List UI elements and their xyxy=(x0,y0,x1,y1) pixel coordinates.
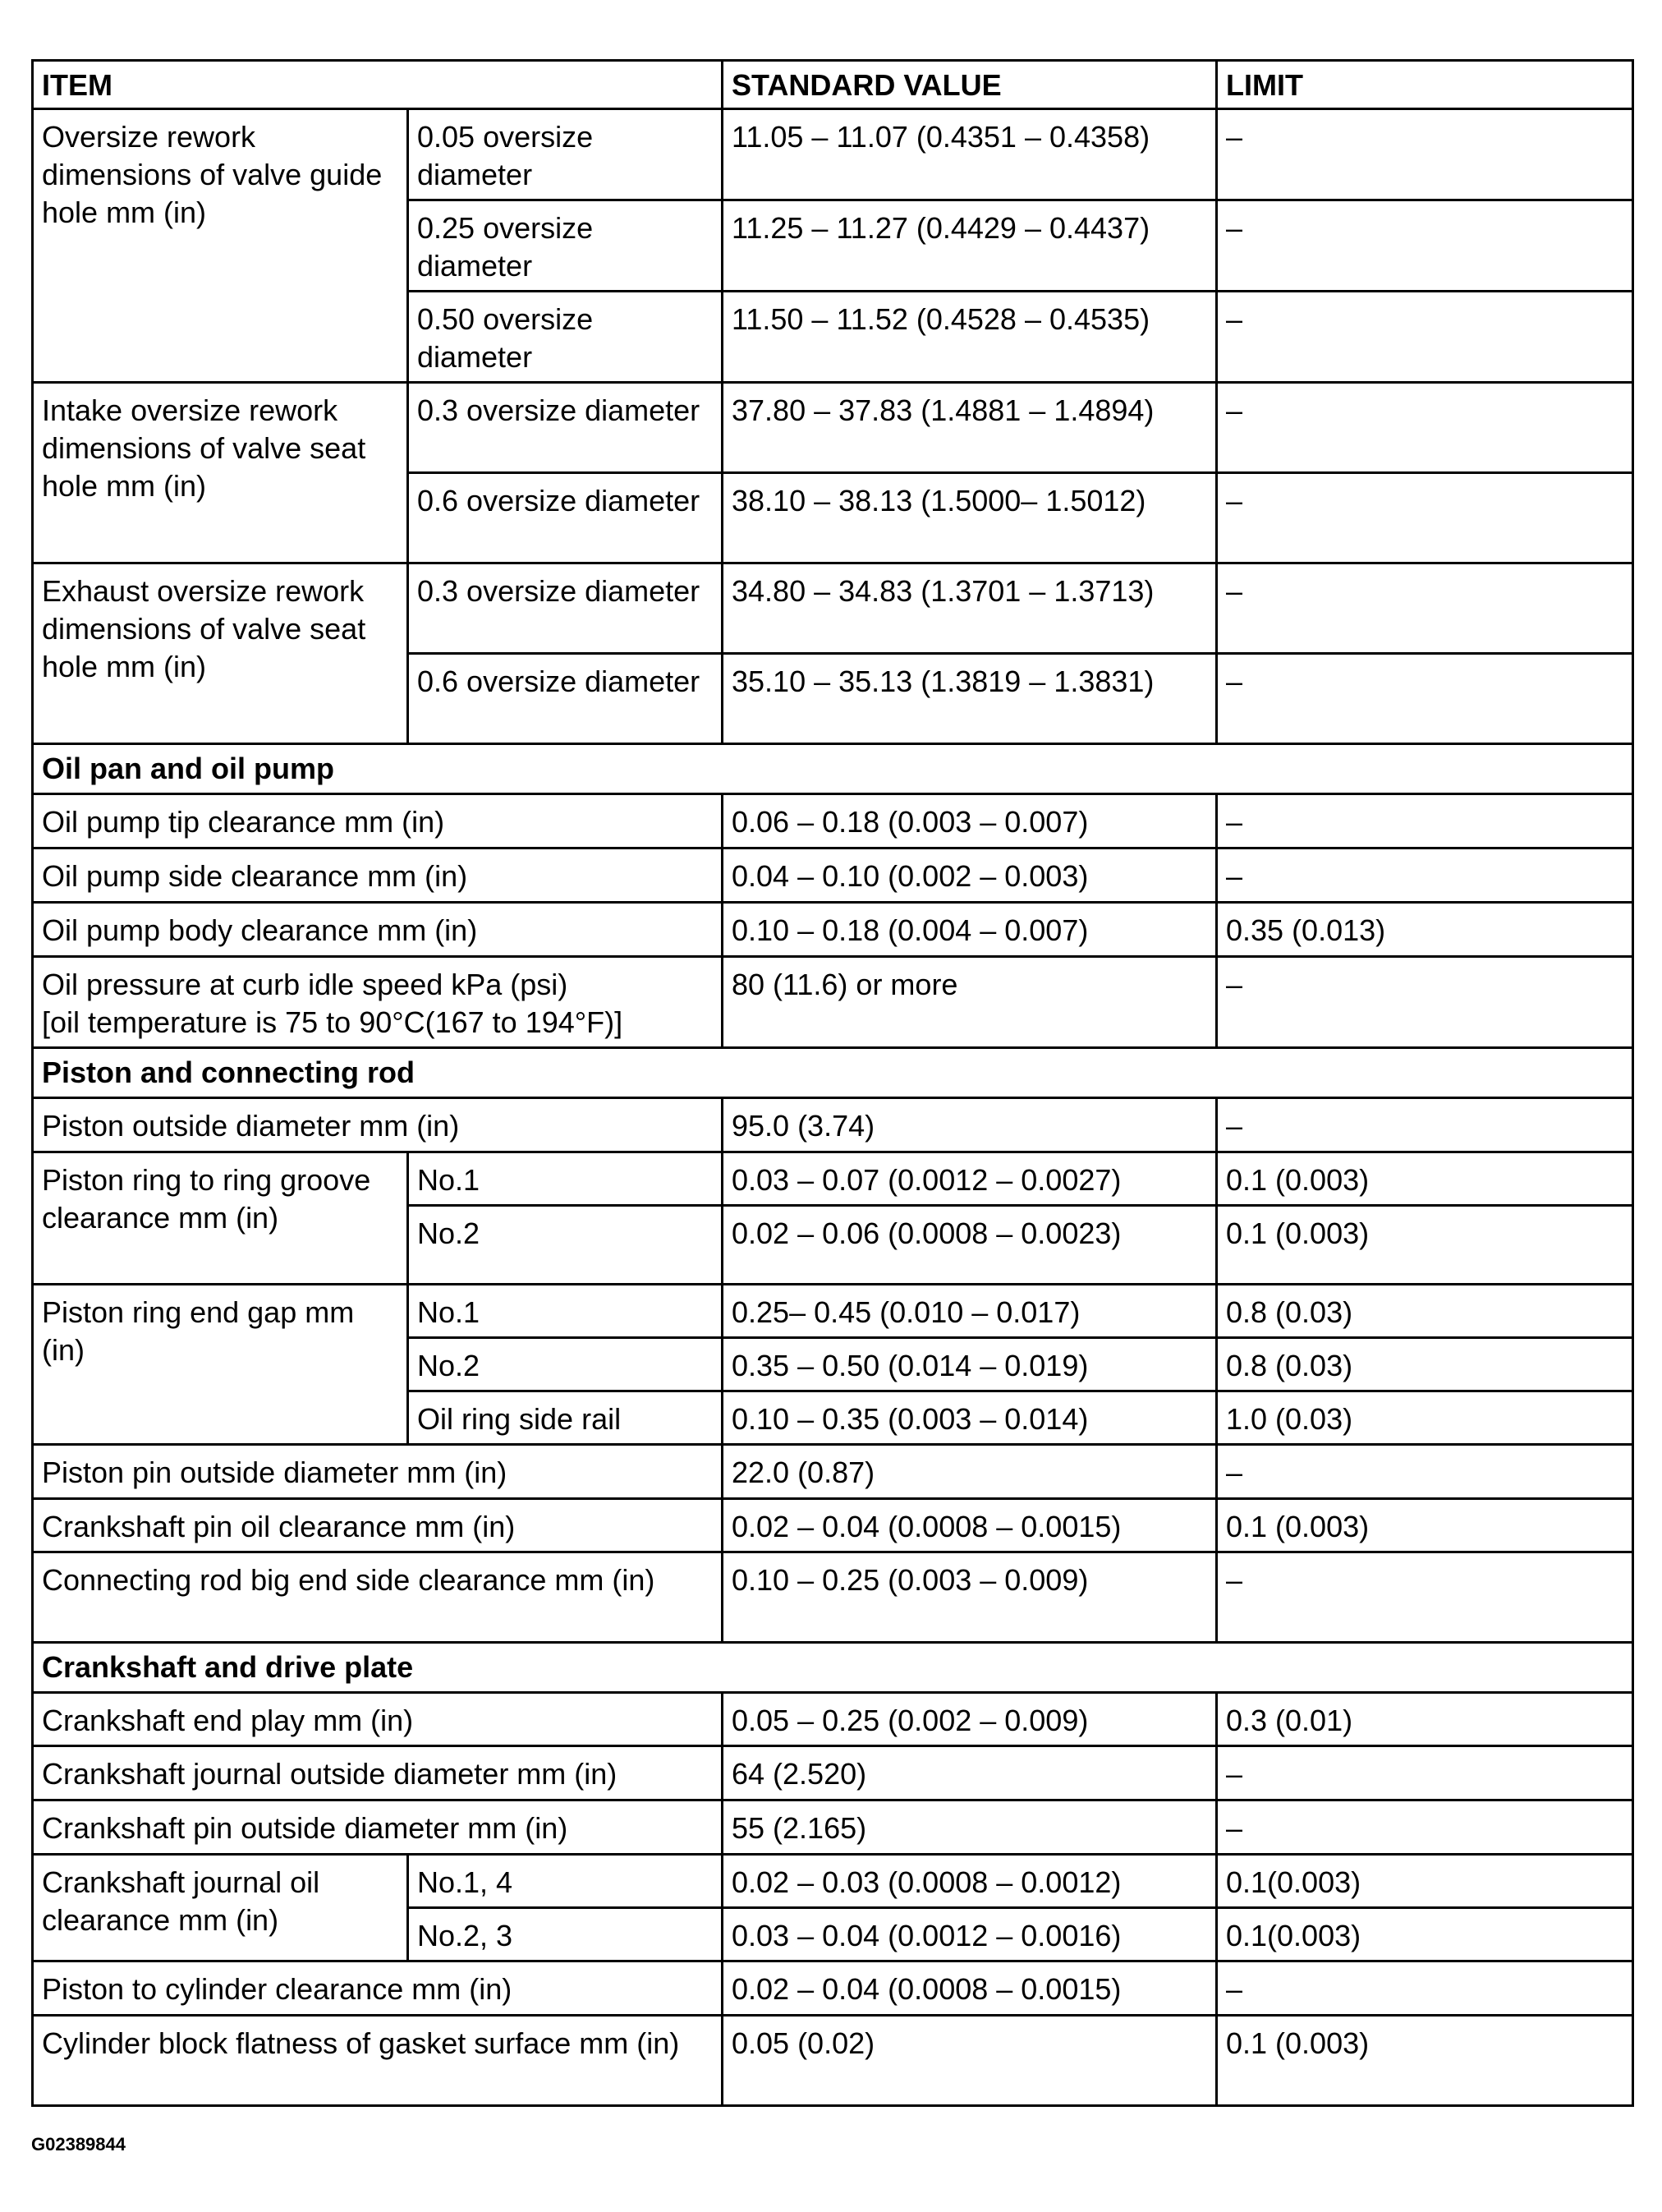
limit-cell: 0.1 (0.003) xyxy=(1217,2016,1633,2106)
limit-cell: 0.3 (0.01) xyxy=(1217,1693,1633,1746)
limit-cell: – xyxy=(1217,292,1633,383)
standard-value-cell: 55 (2.165) xyxy=(723,1800,1217,1855)
item-line: [oil temperature is 75 to 90°C(167 to 194°F)] xyxy=(42,1005,623,1039)
figure-id: G02389844 xyxy=(31,2134,126,2155)
section-row xyxy=(33,1048,1633,1098)
limit-cell: – xyxy=(1217,1961,1633,2016)
limit-cell: 0.1 (0.003) xyxy=(1217,1206,1633,1285)
limit-cell: 0.1(0.003) xyxy=(1217,1855,1633,1908)
standard-value-cell: 22.0 (0.87) xyxy=(723,1445,1217,1499)
item-cell: Intake oversize rework dimensions of valve seat hole mm (in) xyxy=(33,383,408,563)
table-row xyxy=(33,1961,1633,2016)
limit-cell: – xyxy=(1217,1746,1633,1800)
item-line: Oil pressure at curb idle speed kPa (psi) xyxy=(42,968,568,1001)
standard-value-cell: 0.35 – 0.50 (0.014 – 0.019) xyxy=(723,1338,1217,1391)
standard-value-cell: 38.10 – 38.13 (1.5000– 1.5012) xyxy=(723,473,1217,563)
sub-item-cell: No.1 xyxy=(408,1152,723,1206)
standard-value-cell: 35.10 – 35.13 (1.3819 – 1.3831) xyxy=(723,654,1217,744)
item-cell: Piston ring end gap mm (in) xyxy=(33,1285,408,1445)
standard-value-cell: 0.05 – 0.25 (0.002 – 0.009) xyxy=(723,1693,1217,1746)
limit-cell: – xyxy=(1217,563,1633,654)
item-cell: Crankshaft pin outside diameter mm (in) xyxy=(33,1800,723,1855)
table-row xyxy=(33,1499,1633,1552)
table-row xyxy=(33,1693,1633,1746)
table-row xyxy=(33,903,1633,957)
limit-cell: 0.1 (0.003) xyxy=(1217,1152,1633,1206)
limit-cell: – xyxy=(1217,383,1633,473)
sub-item-cell: Oil ring side rail xyxy=(408,1391,723,1445)
standard-value-cell: 0.04 – 0.10 (0.002 – 0.003) xyxy=(723,848,1217,903)
table-row xyxy=(33,794,1633,848)
section-title: Oil pan and oil pump xyxy=(33,744,1633,794)
item-cell: Exhaust oversize rework dimensions of valve seat hole mm (in) xyxy=(33,563,408,744)
sub-item-cell: No.2 xyxy=(408,1206,723,1285)
table-row xyxy=(33,1285,1633,1338)
item-cell: Oil pump body clearance mm (in) xyxy=(33,903,723,957)
item-cell: Crankshaft end play mm (in) xyxy=(33,1693,723,1746)
table-row xyxy=(33,1445,1633,1499)
table-row xyxy=(33,848,1633,903)
limit-cell: – xyxy=(1217,200,1633,292)
standard-value-cell: 0.02 – 0.04 (0.0008 – 0.0015) xyxy=(723,1961,1217,2016)
table-row xyxy=(33,1152,1633,1206)
standard-value-cell: 11.05 – 11.07 (0.4351 – 0.4358) xyxy=(723,109,1217,200)
sub-item-cell: 0.6 oversize diameter xyxy=(408,654,723,744)
limit-cell: 0.1 (0.003) xyxy=(1217,1499,1633,1552)
table-row xyxy=(33,1800,1633,1855)
limit-cell: 0.35 (0.013) xyxy=(1217,903,1633,957)
standard-value-cell: 11.50 – 11.52 (0.4528 – 0.4535) xyxy=(723,292,1217,383)
item-cell: Oversize rework dimensions of valve guide hole mm (in) xyxy=(33,109,408,383)
limit-cell: 0.1(0.003) xyxy=(1217,1908,1633,1961)
standard-value-cell: 37.80 – 37.83 (1.4881 – 1.4894) xyxy=(723,383,1217,473)
limit-cell: – xyxy=(1217,473,1633,563)
standard-value-cell: 95.0 (3.74) xyxy=(723,1098,1217,1152)
table-row xyxy=(33,1552,1633,1643)
sub-item-cell: No.2, 3 xyxy=(408,1908,723,1961)
standard-value-cell: 0.10 – 0.35 (0.003 – 0.014) xyxy=(723,1391,1217,1445)
header-row xyxy=(33,61,1633,109)
header-standard-value: STANDARD VALUE xyxy=(723,61,1217,109)
item-cell: Piston ring to ring groove clearance mm (in) xyxy=(33,1152,408,1285)
sub-item-cell: 0.25 oversize diameter xyxy=(408,200,723,292)
item-cell: Crankshaft journal outside diameter mm (in) xyxy=(33,1746,723,1800)
limit-cell: 0.8 (0.03) xyxy=(1217,1338,1633,1391)
limit-cell: – xyxy=(1217,109,1633,200)
table-row xyxy=(33,957,1633,1048)
limit-cell: – xyxy=(1217,1552,1633,1643)
limit-cell: – xyxy=(1217,794,1633,848)
sub-item-cell: No.1, 4 xyxy=(408,1855,723,1908)
section-title: Crankshaft and drive plate xyxy=(33,1643,1633,1693)
limit-cell: 0.8 (0.03) xyxy=(1217,1285,1633,1338)
table-row xyxy=(33,1746,1633,1800)
header-item: ITEM xyxy=(33,61,723,109)
table-row xyxy=(33,2016,1633,2106)
standard-value-cell: 0.05 (0.02) xyxy=(723,2016,1217,2106)
item-cell: Cylinder block flatness of gasket surface mm (in) xyxy=(33,2016,723,2106)
sub-item-cell: No.2 xyxy=(408,1338,723,1391)
limit-cell: – xyxy=(1217,1445,1633,1499)
item-cell: Piston outside diameter mm (in) xyxy=(33,1098,723,1152)
standard-value-cell: 0.02 – 0.03 (0.0008 – 0.0012) xyxy=(723,1855,1217,1908)
table-row xyxy=(33,563,1633,654)
section-title: Piston and connecting rod xyxy=(33,1048,1633,1098)
sub-item-cell: 0.3 oversize diameter xyxy=(408,383,723,473)
item-cell xyxy=(33,957,723,1048)
standard-value-cell: 64 (2.520) xyxy=(723,1746,1217,1800)
table-row xyxy=(33,1098,1633,1152)
item-cell: Piston pin outside diameter mm (in) xyxy=(33,1445,723,1499)
item-cell: Connecting rod big end side clearance mm (in) xyxy=(33,1552,723,1643)
header-limit: LIMIT xyxy=(1217,61,1633,109)
sub-item-cell: 0.50 oversize diameter xyxy=(408,292,723,383)
item-cell: Crankshaft pin oil clearance mm (in) xyxy=(33,1499,723,1552)
standard-value-cell: 0.25– 0.45 (0.010 – 0.017) xyxy=(723,1285,1217,1338)
limit-cell: – xyxy=(1217,957,1633,1048)
standard-value-cell: 34.80 – 34.83 (1.3701 – 1.3713) xyxy=(723,563,1217,654)
limit-cell: 1.0 (0.03) xyxy=(1217,1391,1633,1445)
sub-item-cell: 0.05 oversize diameter xyxy=(408,109,723,200)
limit-cell: – xyxy=(1217,1098,1633,1152)
table-row xyxy=(33,383,1633,473)
standard-value-cell: 0.02 – 0.06 (0.0008 – 0.0023) xyxy=(723,1206,1217,1285)
standard-value-cell: 0.10 – 0.25 (0.003 – 0.009) xyxy=(723,1552,1217,1643)
item-cell: Oil pump side clearance mm (in) xyxy=(33,848,723,903)
standard-value-cell: 0.02 – 0.04 (0.0008 – 0.0015) xyxy=(723,1499,1217,1552)
table-row xyxy=(33,109,1633,200)
section-row xyxy=(33,1643,1633,1693)
sub-item-cell: 0.3 oversize diameter xyxy=(408,563,723,654)
item-cell: Piston to cylinder clearance mm (in) xyxy=(33,1961,723,2016)
limit-cell: – xyxy=(1217,848,1633,903)
item-cell: Oil pump tip clearance mm (in) xyxy=(33,794,723,848)
standard-value-cell: 11.25 – 11.27 (0.4429 – 0.4437) xyxy=(723,200,1217,292)
section-row xyxy=(33,744,1633,794)
limit-cell: – xyxy=(1217,654,1633,744)
standard-value-cell: 80 (11.6) or more xyxy=(723,957,1217,1048)
standard-value-cell: 0.03 – 0.04 (0.0012 – 0.0016) xyxy=(723,1908,1217,1961)
limit-cell: – xyxy=(1217,1800,1633,1855)
standard-value-cell: 0.06 – 0.18 (0.003 – 0.007) xyxy=(723,794,1217,848)
item-cell: Crankshaft journal oil clearance mm (in) xyxy=(33,1855,408,1961)
sub-item-cell: No.1 xyxy=(408,1285,723,1338)
standard-value-cell: 0.10 – 0.18 (0.004 – 0.007) xyxy=(723,903,1217,957)
sub-item-cell: 0.6 oversize diameter xyxy=(408,473,723,563)
standard-value-cell: 0.03 – 0.07 (0.0012 – 0.0027) xyxy=(723,1152,1217,1206)
table-row xyxy=(33,1855,1633,1908)
specification-table xyxy=(31,59,1634,2107)
